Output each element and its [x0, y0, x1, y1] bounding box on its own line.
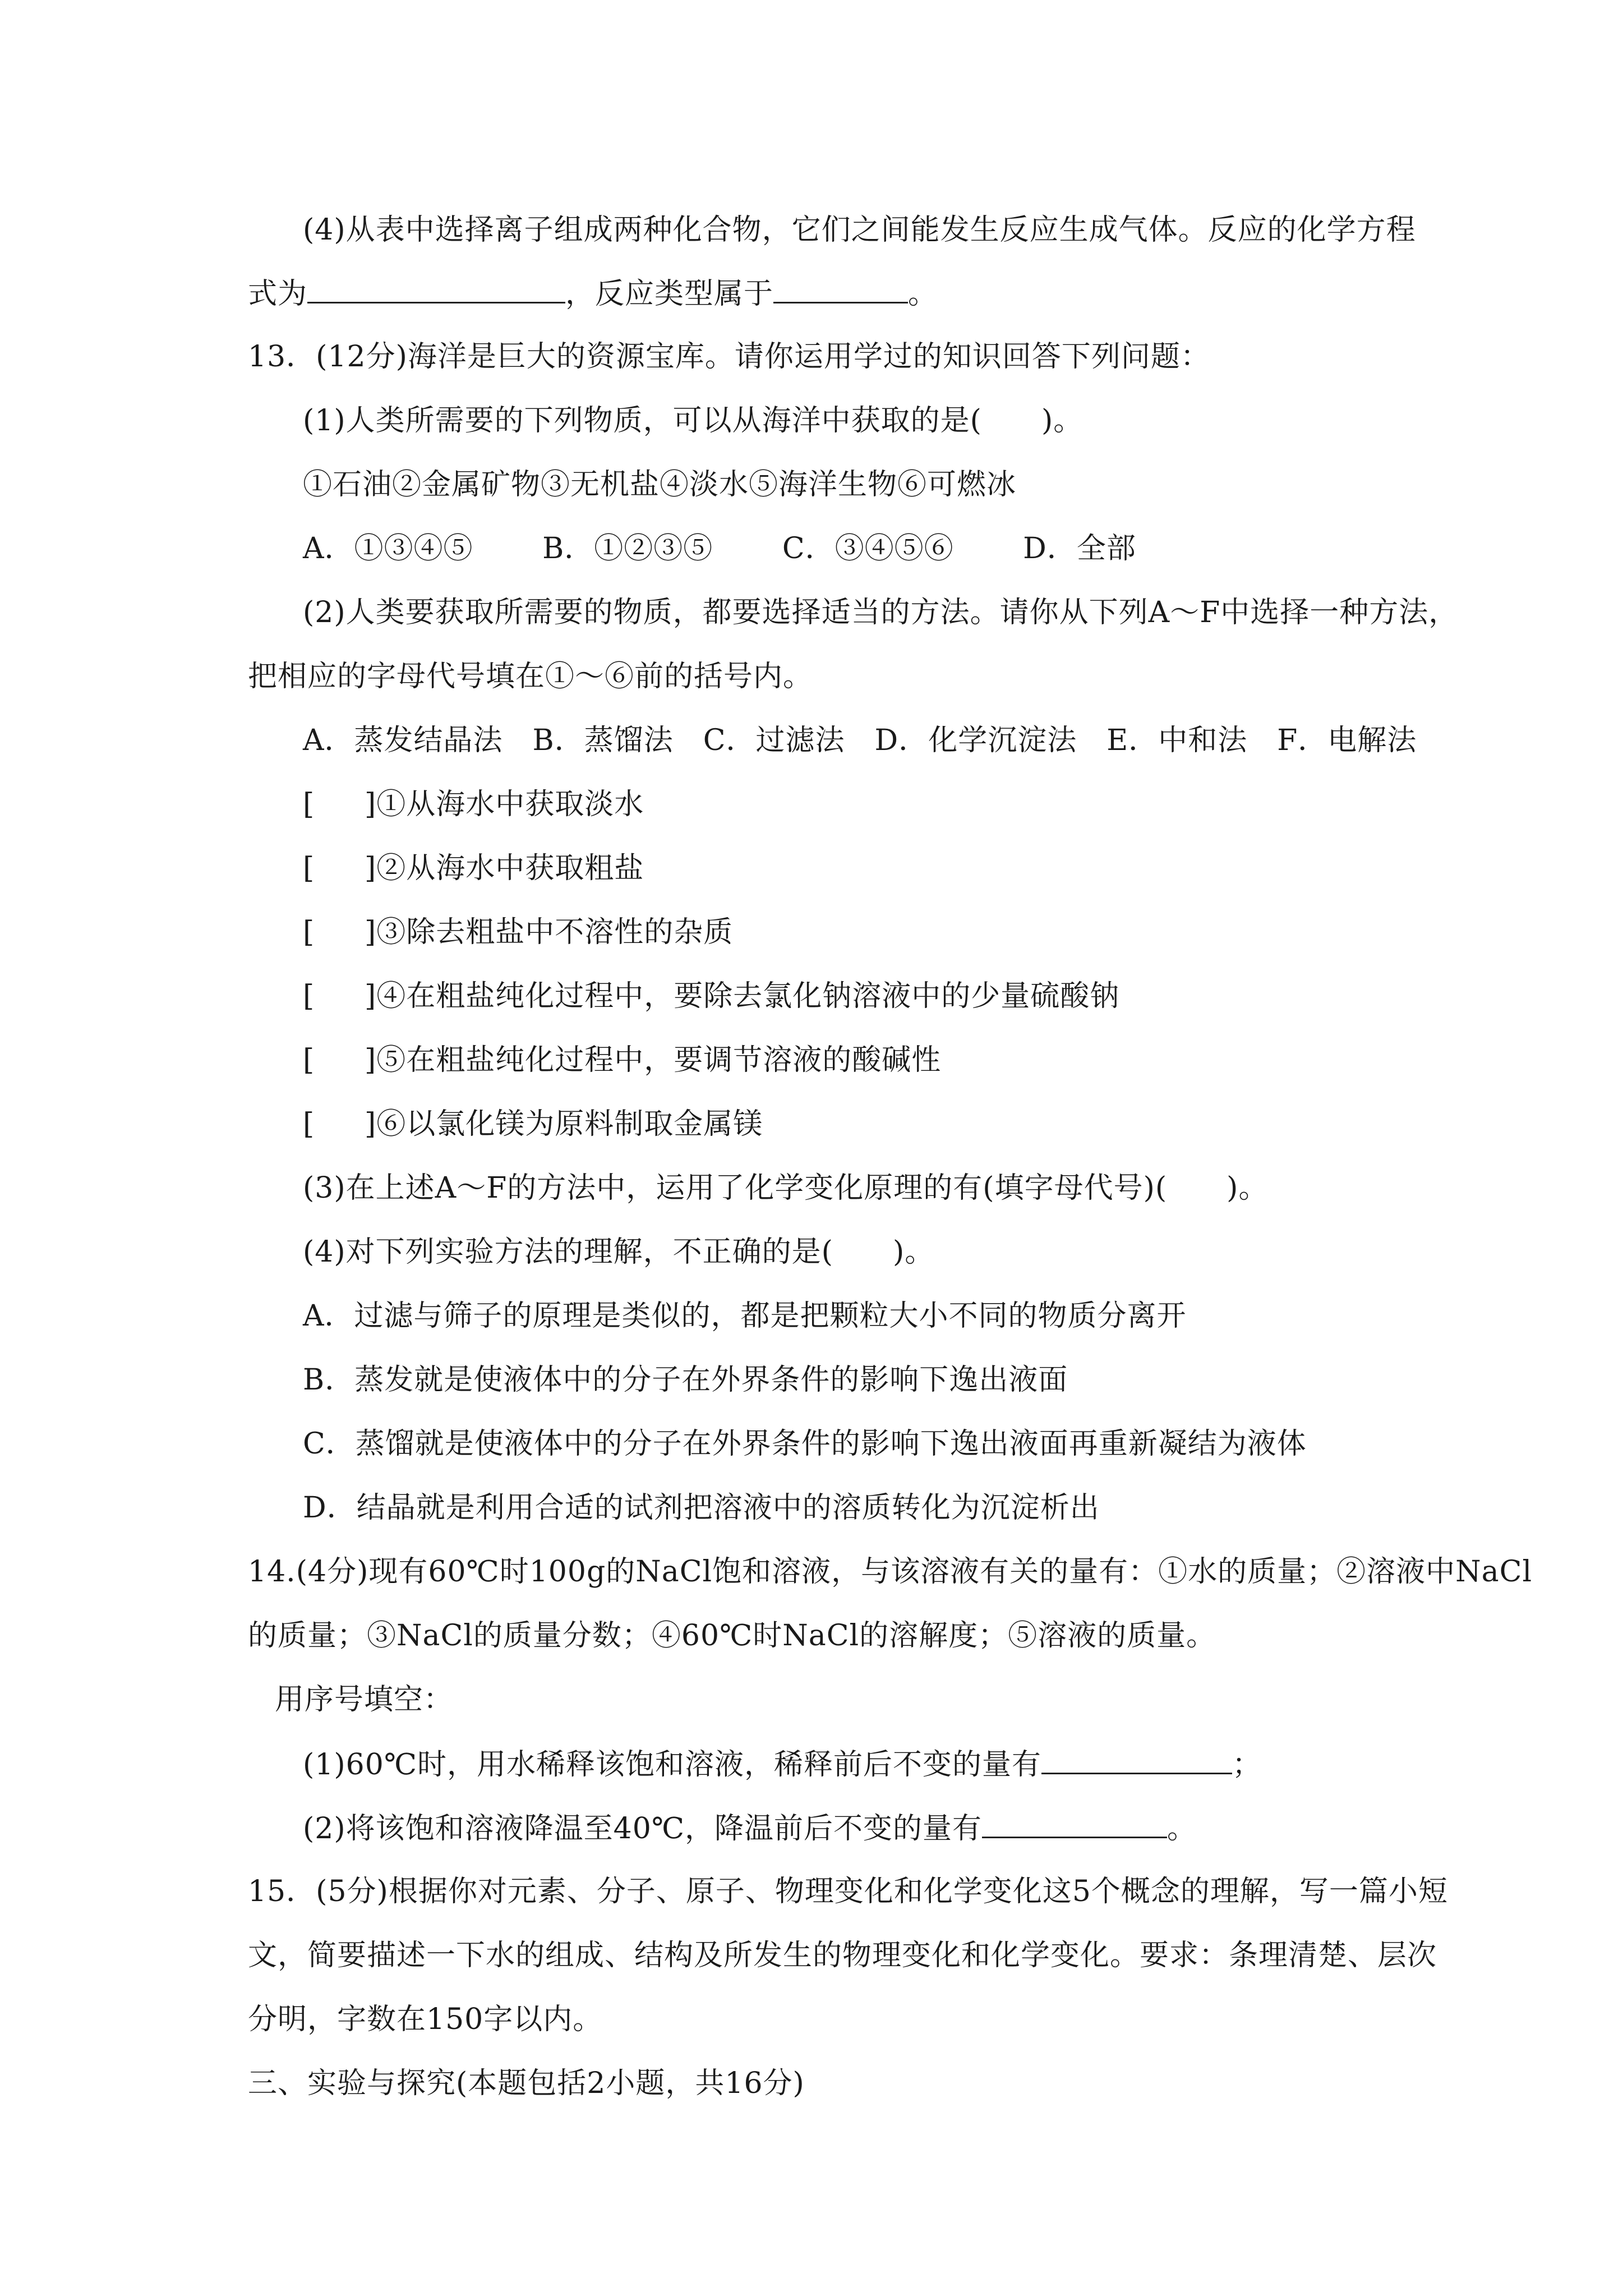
- q14-part2: [303, 1810, 1197, 1847]
- q14-part2-end: 。: [1167, 1812, 1197, 1846]
- fill-item: [303, 786, 644, 822]
- q15-line2: 文，简要描述一下水的组成、结构及所发生的物理变化和化学变化。要求：条理清楚、层次: [248, 1939, 1437, 1972]
- q12-part4-line1: (4)从表中选择离子组成两种化合物，它们之间能发生反应生成气体。反应的化学方程: [303, 213, 1416, 247]
- q14-part2-text: (2)将该饱和溶液降温至40℃，降温前后不变的量有: [303, 1812, 982, 1846]
- answer-bracket-close: ]: [365, 1043, 377, 1077]
- q13-part4: (4)对下列实验方法的理解，不正确的是( )。: [303, 1235, 935, 1269]
- q12-part4-text-c: 。: [908, 277, 938, 311]
- q13-part1-items: ①石油②金属矿物③无机盐④淡水⑤海洋生物⑥可燃冰: [303, 468, 1017, 501]
- q12-part4-text-b: ，反应类型属于: [565, 277, 774, 311]
- fill-item-text: ③除去粗盐中不溶性的杂质: [376, 915, 734, 949]
- answer-bracket-close: ]: [365, 979, 377, 1013]
- equation-blank[interactable]: [307, 275, 565, 303]
- q14-part2-blank[interactable]: [982, 1810, 1167, 1838]
- q12-part4-text-a: 式为: [248, 277, 308, 311]
- answer-bracket-open[interactable]: [: [303, 1043, 315, 1077]
- q13-part2-line2: 把相应的字母代号填在①～⑥前的括号内。: [248, 660, 813, 693]
- fill-item-text: ⑤在粗盐纯化过程中，要调节溶液的酸碱性: [376, 1043, 942, 1077]
- q13-part2-methods: A．蒸发结晶法 B．蒸馏法 C．过滤法 D．化学沉淀法 E．中和法 F．电解法: [303, 724, 1417, 757]
- answer-bracket-close: ]: [365, 915, 377, 949]
- answer-bracket-close: ]: [365, 852, 377, 885]
- q13-part4-option-b: B．蒸发就是使液体中的分子在外界条件的影响下逸出液面: [303, 1363, 1068, 1397]
- fill-item-text: ⑥以氯化镁为原料制取金属镁: [376, 1107, 763, 1141]
- q13-stem: 13．(12分)海洋是巨大的资源宝库。请你运用学过的知识回答下列问题：: [248, 340, 1210, 374]
- q12-part4-line2: [248, 275, 938, 312]
- fill-item-text: ④在粗盐纯化过程中，要除去氯化钠溶液中的少量硫酸钠: [376, 979, 1120, 1013]
- q14-part1-text: (1)60℃时，用水稀释该饱和溶液，稀释前后不变的量有: [303, 1748, 1041, 1782]
- q14-part1-blank[interactable]: [1041, 1746, 1232, 1774]
- fill-item-text: ①从海水中获取淡水: [376, 788, 644, 821]
- q15-line3: 分明，字数在150字以内。: [248, 2003, 603, 2036]
- q13-part2-line1: (2)人类要获取所需要的物质，都要选择适当的方法。请你从下列A～F中选择一种方法，: [303, 596, 1459, 629]
- q13-part4-option-d: D．结晶就是利用合适的试剂把溶液中的溶质转化为沉淀析出: [303, 1491, 1100, 1525]
- reaction-type-blank[interactable]: [773, 275, 908, 303]
- q13-part1: (1)人类所需要的下列物质，可以从海洋中获取的是( )。: [303, 404, 1083, 438]
- q14-stem-line1: 14.(4分)现有60℃时100g的NaCl饱和溶液，与该溶液有关的量有：①水的质量；②溶液中NaCl: [248, 1555, 1533, 1589]
- answer-bracket-open[interactable]: [: [303, 979, 315, 1013]
- fill-item: [303, 850, 644, 886]
- q13-part4-option-c: C．蒸馏就是使液体中的分子在外界条件的影响下逸出液面再重新凝结为液体: [303, 1427, 1307, 1461]
- answer-bracket-open[interactable]: [: [303, 852, 315, 885]
- fill-item: [303, 1106, 763, 1142]
- q14-instruction: 用序号填空：: [275, 1683, 454, 1717]
- answer-bracket-open[interactable]: [: [303, 915, 315, 949]
- section-3-title: 三、实验与探究(本题包括2小题，共16分): [248, 2067, 805, 2100]
- q15-line1: 15．(5分)根据你对元素、分子、原子、物理变化和化学变化这5个概念的理解，写一篇小短: [248, 1875, 1448, 1908]
- fill-item-text: ②从海水中获取粗盐: [376, 852, 644, 885]
- fill-item: [303, 978, 1119, 1014]
- q13-part3: (3)在上述A～F的方法中，运用了化学变化原理的有(填字母代号)( )。: [303, 1171, 1269, 1205]
- answer-bracket-close: ]: [365, 788, 377, 821]
- q14-part1: [303, 1746, 1262, 1783]
- fill-item: [303, 1042, 941, 1078]
- fill-item: [303, 914, 733, 950]
- q14-part1-end: ；: [1232, 1748, 1262, 1782]
- q13-part1-options: A．①③④⑤ B．①②③⑤ C．③④⑤⑥ D．全部: [303, 532, 1136, 565]
- q14-stem-line2: 的质量；③NaCl的质量分数；④60℃时NaCl的溶解度；⑤溶液的质量。: [248, 1619, 1216, 1653]
- answer-bracket-open[interactable]: [: [303, 1107, 315, 1141]
- answer-bracket-close: ]: [365, 1107, 377, 1141]
- q13-part4-option-a: A．过滤与筛子的原理是类似的，都是把颗粒大小不同的物质分离开: [303, 1299, 1187, 1333]
- answer-bracket-open[interactable]: [: [303, 788, 315, 821]
